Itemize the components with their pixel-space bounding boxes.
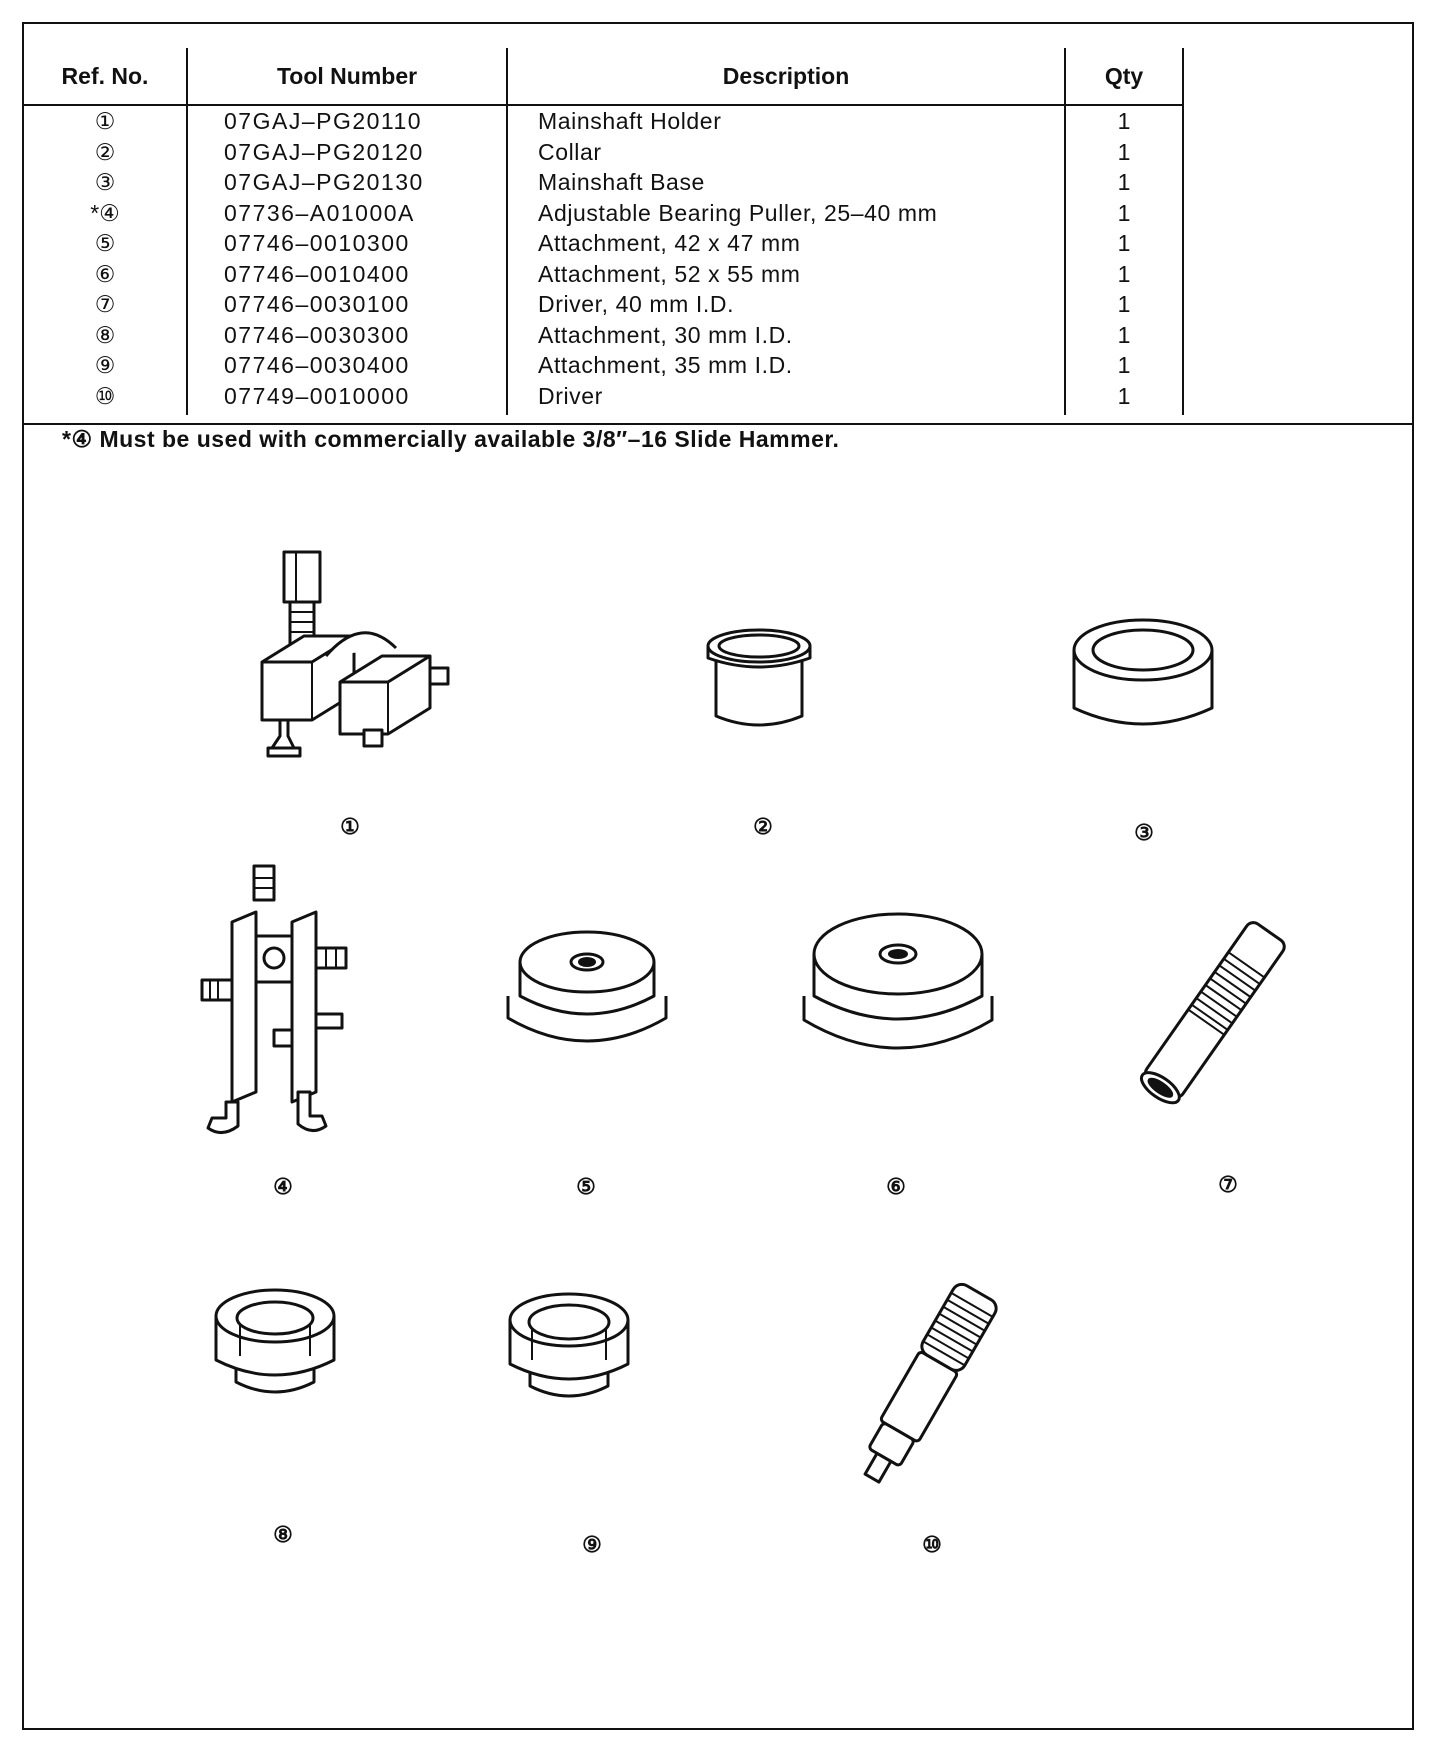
figure-8-label: ⑧ — [273, 1522, 293, 1547]
description-cell: Mainshaft Holder — [507, 105, 1065, 137]
mainshaft-base-icon — [1068, 612, 1218, 742]
ref-cell: ① — [24, 105, 187, 137]
tool-number-cell: 07749–0010000 — [187, 381, 507, 416]
ref-cell: ⑦ — [24, 289, 187, 320]
qty-cell: 1 — [1065, 350, 1183, 381]
description-cell: Adjustable Bearing Puller, 25–40 mm — [507, 198, 1065, 229]
figure-3 — [1068, 612, 1218, 747]
qty-cell: 1 — [1065, 167, 1183, 198]
figure-10 — [814, 1268, 1034, 1513]
tool-number-cell: 07746–0030400 — [187, 350, 507, 381]
figure-8 — [210, 1286, 340, 1411]
qty-cell: 1 — [1065, 228, 1183, 259]
tool-number-cell: 07746–0010400 — [187, 259, 507, 290]
ref-cell: ⑨ — [24, 350, 187, 381]
ref-cell: ⑩ — [24, 381, 187, 416]
header-description: Description — [507, 48, 1065, 105]
figure-9 — [504, 1290, 634, 1415]
table-row — [24, 381, 1183, 416]
footnote: *④ Must be used with commercially available 3/8″–16 Slide Hammer. — [62, 426, 840, 452]
ref-cell: ⑤ — [24, 228, 187, 259]
header-ref-no: Ref. No. — [24, 48, 187, 105]
figure-4 — [192, 862, 382, 1157]
attachment-35mm-icon — [504, 1290, 634, 1410]
note-divider — [24, 423, 1412, 425]
figure-6-label: ⑥ — [886, 1174, 906, 1199]
qty-cell: 1 — [1065, 289, 1183, 320]
ref-cell: ③ — [24, 167, 187, 198]
figure-4-label: ④ — [273, 1174, 293, 1199]
table-row — [24, 259, 1183, 290]
tool-number-cell: 07GAJ–PG20130 — [187, 167, 507, 198]
figure-10-label: ⑩ — [922, 1532, 942, 1557]
description-cell: Driver — [507, 381, 1065, 416]
table-row — [24, 350, 1183, 381]
header-qty: Qty — [1065, 48, 1183, 105]
collar-icon — [704, 624, 814, 734]
qty-cell: 1 — [1065, 320, 1183, 351]
table-header-row — [24, 48, 1183, 105]
ref-cell: *④ — [24, 198, 187, 229]
ref-cell: ⑧ — [24, 320, 187, 351]
tools-table — [24, 48, 1184, 415]
figure-9-label: ⑨ — [582, 1532, 602, 1557]
description-cell: Mainshaft Base — [507, 167, 1065, 198]
description-cell: Attachment, 35 mm I.D. — [507, 350, 1065, 381]
description-cell: Collar — [507, 137, 1065, 168]
description-cell: Attachment, 42 x 47 mm — [507, 228, 1065, 259]
figure-1-label: ① — [340, 814, 360, 839]
tool-number-cell: 07736–A01000A — [187, 198, 507, 229]
figure-3-label: ③ — [1134, 820, 1154, 845]
table-row — [24, 137, 1183, 168]
table-row — [24, 167, 1183, 198]
description-cell: Attachment, 52 x 55 mm — [507, 259, 1065, 290]
description-cell: Attachment, 30 mm I.D. — [507, 320, 1065, 351]
tool-number-cell: 07746–0030300 — [187, 320, 507, 351]
table-row — [24, 320, 1183, 351]
tool-number-cell: 07GAJ–PG20110 — [187, 105, 507, 137]
figure-5-label: ⑤ — [576, 1174, 596, 1199]
qty-cell: 1 — [1065, 381, 1183, 416]
qty-cell: 1 — [1065, 137, 1183, 168]
description-cell: Driver, 40 mm I.D. — [507, 289, 1065, 320]
bearing-puller-icon — [192, 862, 382, 1152]
tool-number-cell: 07746–0010300 — [187, 228, 507, 259]
table-row — [24, 289, 1183, 320]
table-row — [24, 105, 1183, 137]
attachment-52x55-icon — [798, 904, 998, 1074]
special-tools-sheet — [22, 22, 1414, 1730]
qty-cell: 1 — [1065, 259, 1183, 290]
figure-7-label: ⑦ — [1218, 1172, 1238, 1197]
driver-40mm-icon — [1112, 904, 1312, 1124]
figure-2 — [704, 624, 814, 739]
attachment-42x47-icon — [502, 922, 672, 1062]
attachment-30mm-icon — [210, 1286, 340, 1406]
table-row — [24, 198, 1183, 229]
figure-7 — [1112, 904, 1312, 1129]
qty-cell: 1 — [1065, 105, 1183, 137]
ref-cell: ⑥ — [24, 259, 187, 290]
header-tool-number: Tool Number — [187, 48, 507, 105]
driver-icon — [814, 1268, 1034, 1508]
table-row — [24, 228, 1183, 259]
tool-number-cell: 07GAJ–PG20120 — [187, 137, 507, 168]
mainshaft-holder-icon — [234, 544, 464, 764]
ref-cell: ② — [24, 137, 187, 168]
figure-6 — [798, 904, 998, 1079]
figure-2-label: ② — [753, 814, 773, 839]
figure-5 — [502, 922, 672, 1067]
qty-cell: 1 — [1065, 198, 1183, 229]
figure-1 — [234, 544, 464, 769]
tool-number-cell: 07746–0030100 — [187, 289, 507, 320]
